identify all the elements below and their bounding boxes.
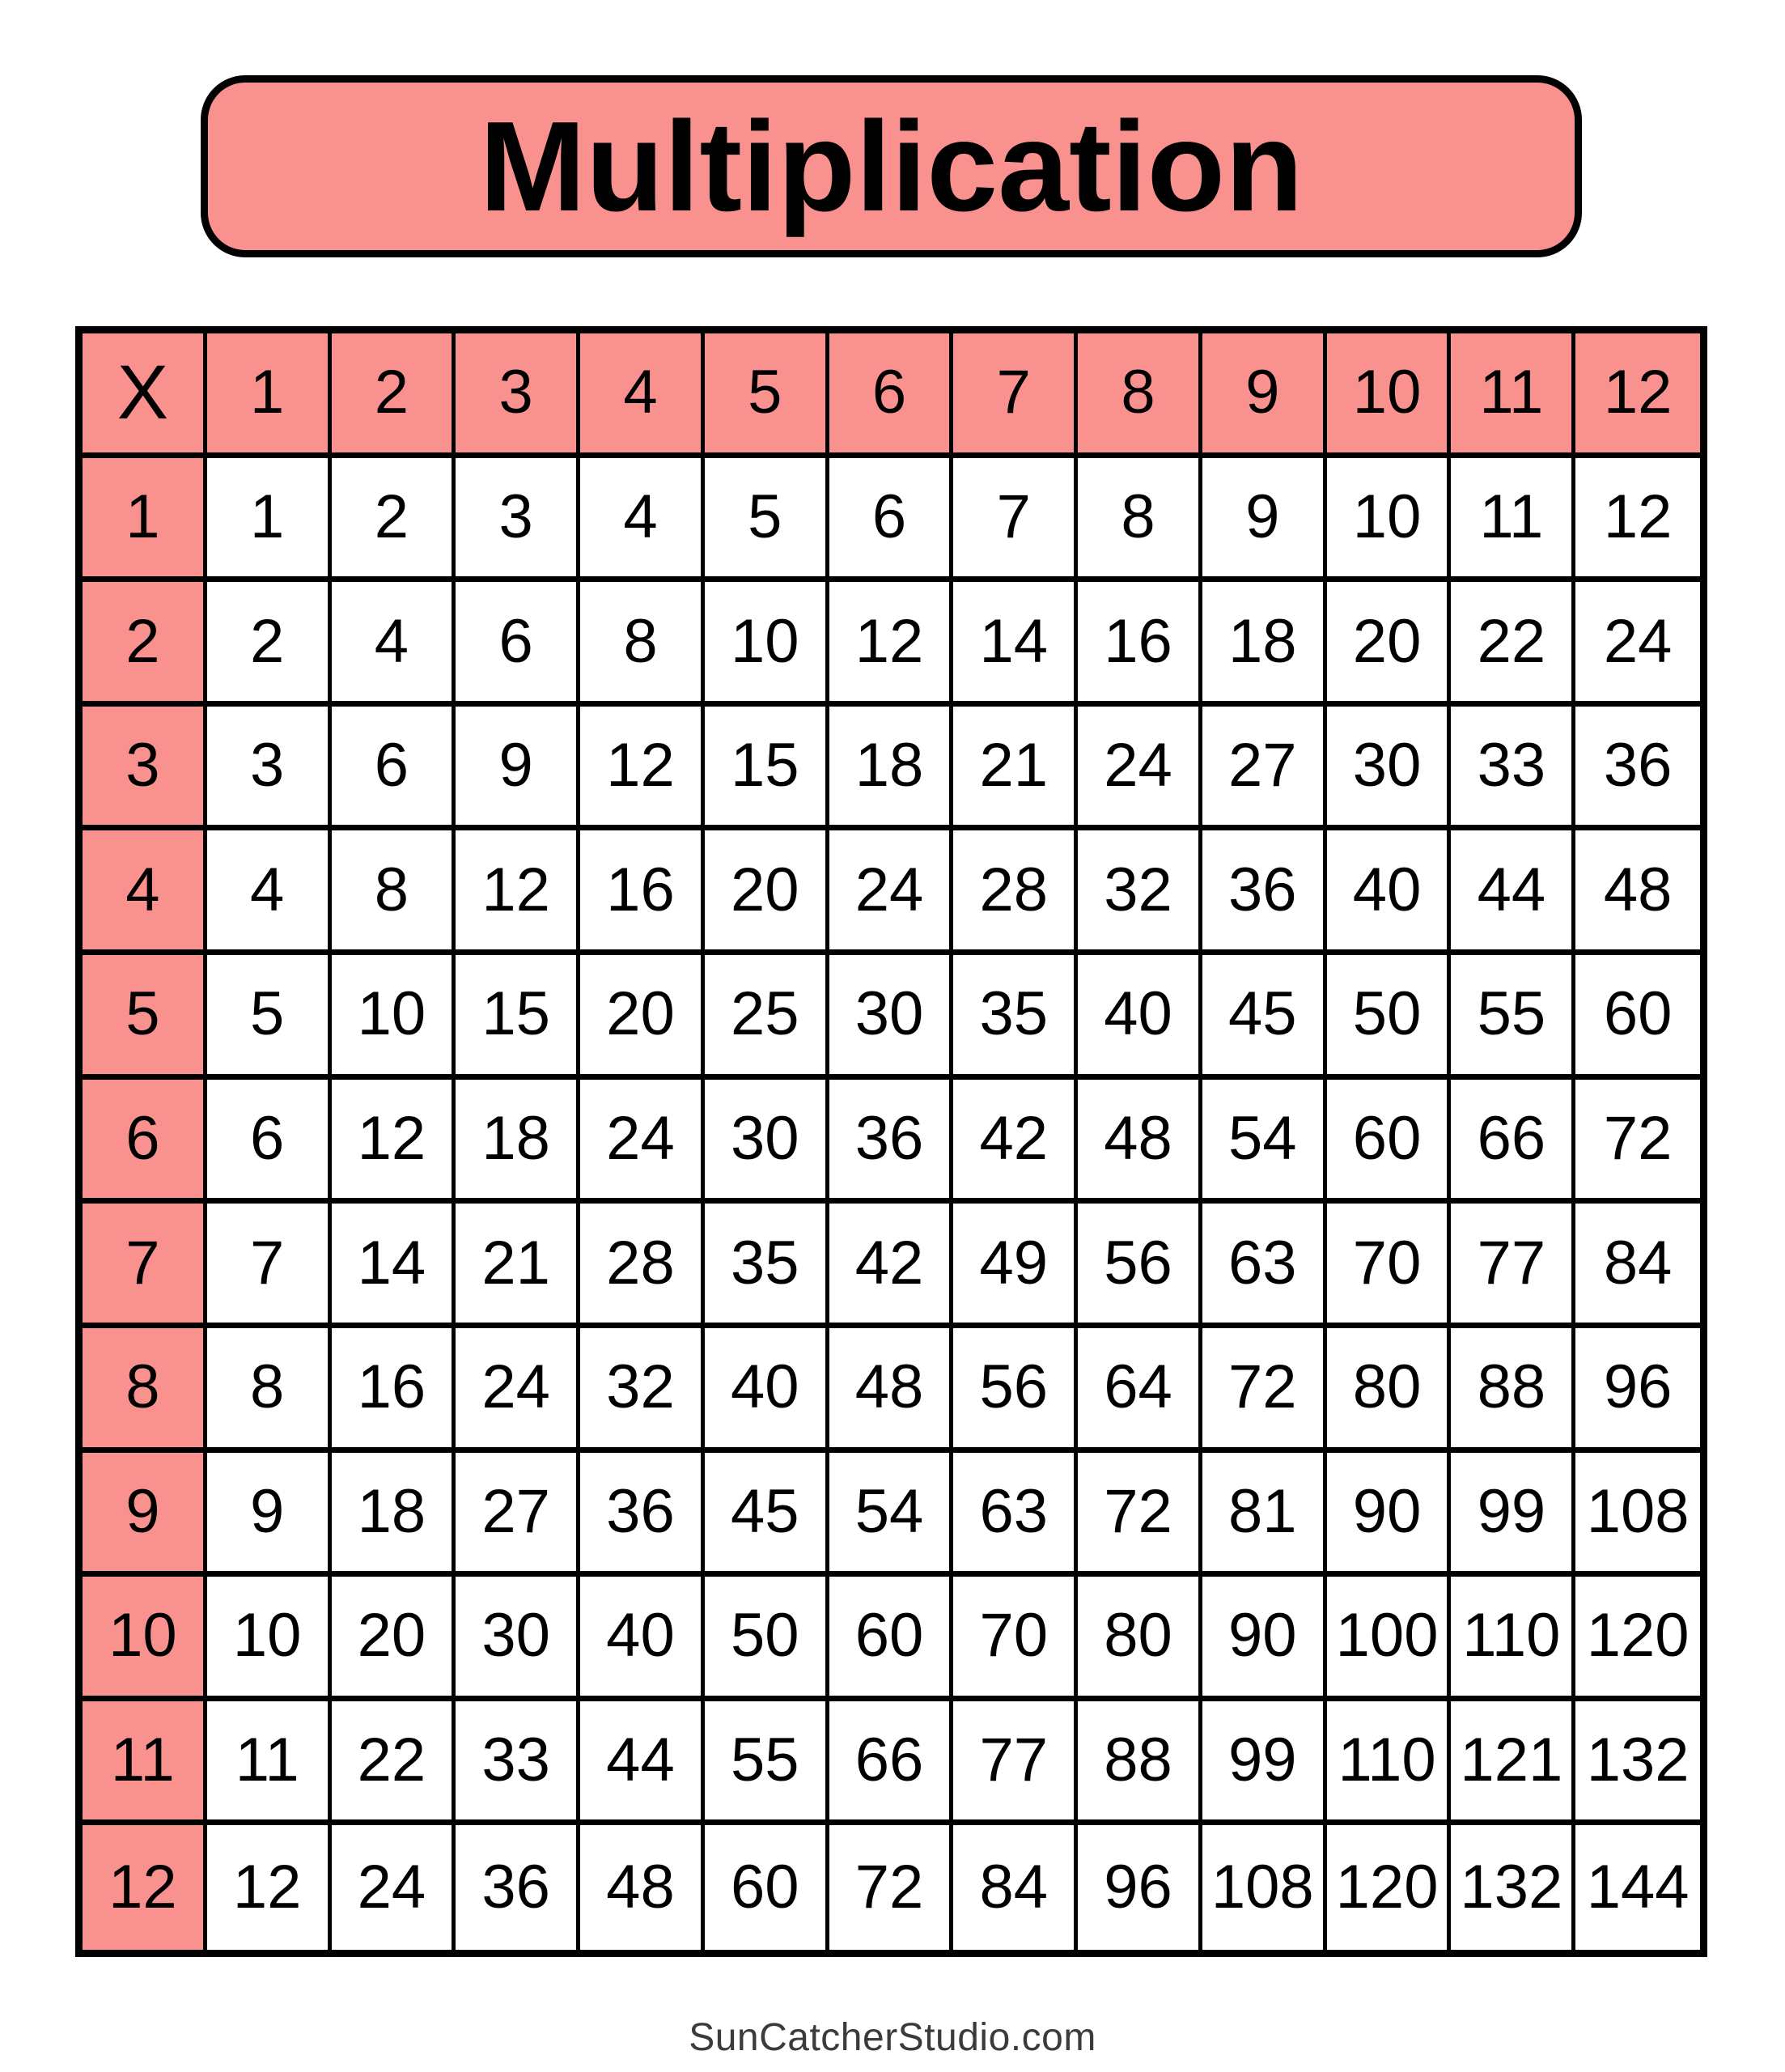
product-cell: 121 (1451, 1701, 1575, 1826)
product-cell: 30 (829, 955, 954, 1080)
column-header-cell: 8 (1078, 333, 1202, 458)
product-cell: 30 (1327, 707, 1452, 831)
product-cell: 60 (1575, 955, 1700, 1080)
product-cell: 30 (705, 1080, 829, 1204)
product-cell: 80 (1327, 1328, 1452, 1453)
product-cell: 50 (1327, 955, 1452, 1080)
column-header-cell: 11 (1451, 333, 1575, 458)
product-cell: 63 (1202, 1204, 1327, 1328)
product-cell: 1 (207, 458, 332, 583)
product-cell: 2 (332, 458, 456, 583)
product-cell: 11 (1451, 458, 1575, 583)
product-cell: 36 (580, 1453, 705, 1577)
product-cell: 84 (1575, 1204, 1700, 1328)
product-cell: 10 (1327, 458, 1452, 583)
footer-text: SunCatcherStudio.com (689, 2016, 1096, 2059)
product-cell: 56 (1078, 1204, 1202, 1328)
product-cell: 6 (207, 1080, 332, 1204)
product-cell: 64 (1078, 1328, 1202, 1453)
product-cell: 10 (207, 1577, 332, 1701)
product-cell: 70 (953, 1577, 1078, 1701)
product-cell: 110 (1327, 1701, 1452, 1826)
product-cell: 48 (580, 1825, 705, 1950)
product-cell: 42 (829, 1204, 954, 1328)
product-cell: 12 (456, 830, 580, 955)
column-header-cell: 7 (953, 333, 1078, 458)
product-cell: 2 (207, 582, 332, 707)
column-header-cell: 6 (829, 333, 954, 458)
product-cell: 8 (332, 830, 456, 955)
product-cell: 4 (580, 458, 705, 583)
product-cell: 6 (332, 707, 456, 831)
product-cell: 10 (332, 955, 456, 1080)
column-header-cell: 2 (332, 333, 456, 458)
product-cell: 70 (1327, 1204, 1452, 1328)
product-cell: 88 (1078, 1701, 1202, 1826)
row-header-cell: 7 (83, 1204, 207, 1328)
product-cell: 3 (207, 707, 332, 831)
product-cell: 7 (953, 458, 1078, 583)
product-cell: 132 (1451, 1825, 1575, 1950)
product-cell: 18 (1202, 582, 1327, 707)
row-header-cell: 8 (83, 1328, 207, 1453)
product-cell: 60 (705, 1825, 829, 1950)
product-cell: 12 (829, 582, 954, 707)
product-cell: 20 (705, 830, 829, 955)
product-cell: 77 (1451, 1204, 1575, 1328)
product-cell: 35 (705, 1204, 829, 1328)
product-cell: 9 (1202, 458, 1327, 583)
page-title: Multiplication (479, 95, 1304, 238)
product-cell: 3 (456, 458, 580, 583)
product-cell: 24 (1078, 707, 1202, 831)
row-header-cell: 10 (83, 1577, 207, 1701)
column-header-cell: 3 (456, 333, 580, 458)
product-cell: 99 (1451, 1453, 1575, 1577)
product-cell: 72 (1202, 1328, 1327, 1453)
product-cell: 72 (1078, 1453, 1202, 1577)
product-cell: 18 (829, 707, 954, 831)
product-cell: 11 (207, 1701, 332, 1826)
product-cell: 36 (1202, 830, 1327, 955)
title-banner (201, 75, 1582, 257)
product-cell: 88 (1451, 1328, 1575, 1453)
product-cell: 81 (1202, 1453, 1327, 1577)
product-cell: 15 (705, 707, 829, 831)
product-cell: 84 (953, 1825, 1078, 1950)
product-cell: 48 (829, 1328, 954, 1453)
row-header-cell: 4 (83, 830, 207, 955)
product-cell: 27 (1202, 707, 1327, 831)
product-cell: 90 (1202, 1577, 1327, 1701)
product-cell: 45 (1202, 955, 1327, 1080)
corner-cell: X (83, 333, 207, 458)
row-header-cell: 9 (83, 1453, 207, 1577)
product-cell: 48 (1575, 830, 1700, 955)
product-cell: 9 (456, 707, 580, 831)
product-cell: 40 (1078, 955, 1202, 1080)
product-cell: 6 (456, 582, 580, 707)
column-header-cell: 1 (207, 333, 332, 458)
product-cell: 54 (1202, 1080, 1327, 1204)
product-cell: 80 (1078, 1577, 1202, 1701)
product-cell: 12 (580, 707, 705, 831)
product-cell: 9 (207, 1453, 332, 1577)
product-cell: 16 (1078, 582, 1202, 707)
product-cell: 96 (1078, 1825, 1202, 1950)
product-cell: 100 (1327, 1577, 1452, 1701)
product-cell: 8 (1078, 458, 1202, 583)
column-header-cell: 9 (1202, 333, 1327, 458)
product-cell: 20 (580, 955, 705, 1080)
product-cell: 24 (456, 1328, 580, 1453)
product-cell: 32 (1078, 830, 1202, 955)
product-cell: 36 (829, 1080, 954, 1204)
footer (0, 2015, 1785, 2060)
product-cell: 4 (207, 830, 332, 955)
product-cell: 99 (1202, 1701, 1327, 1826)
product-cell: 120 (1575, 1577, 1700, 1701)
product-cell: 40 (705, 1328, 829, 1453)
product-cell: 90 (1327, 1453, 1452, 1577)
product-cell: 40 (580, 1577, 705, 1701)
product-cell: 72 (1575, 1080, 1700, 1204)
product-cell: 28 (580, 1204, 705, 1328)
product-cell: 16 (580, 830, 705, 955)
row-header-cell: 1 (83, 458, 207, 583)
product-cell: 24 (332, 1825, 456, 1950)
product-cell: 18 (456, 1080, 580, 1204)
product-cell: 108 (1575, 1453, 1700, 1577)
product-cell: 10 (705, 582, 829, 707)
product-cell: 20 (1327, 582, 1452, 707)
product-cell: 4 (332, 582, 456, 707)
product-cell: 7 (207, 1204, 332, 1328)
product-cell: 20 (332, 1577, 456, 1701)
product-cell: 8 (207, 1328, 332, 1453)
product-cell: 144 (1575, 1825, 1700, 1950)
row-header-cell: 2 (83, 582, 207, 707)
product-cell: 56 (953, 1328, 1078, 1453)
product-cell: 14 (332, 1204, 456, 1328)
column-header-cell: 4 (580, 333, 705, 458)
product-cell: 44 (580, 1701, 705, 1826)
product-cell: 49 (953, 1204, 1078, 1328)
product-cell: 28 (953, 830, 1078, 955)
product-cell: 5 (207, 955, 332, 1080)
product-cell: 25 (705, 955, 829, 1080)
product-cell: 45 (705, 1453, 829, 1577)
product-cell: 110 (1451, 1577, 1575, 1701)
product-cell: 108 (1202, 1825, 1327, 1950)
product-cell: 30 (456, 1577, 580, 1701)
product-cell: 60 (829, 1577, 954, 1701)
product-cell: 24 (829, 830, 954, 955)
product-cell: 12 (332, 1080, 456, 1204)
product-cell: 22 (332, 1701, 456, 1826)
product-cell: 66 (1451, 1080, 1575, 1204)
product-cell: 132 (1575, 1701, 1700, 1826)
column-header-cell: 10 (1327, 333, 1452, 458)
product-cell: 5 (705, 458, 829, 583)
product-cell: 48 (1078, 1080, 1202, 1204)
product-cell: 96 (1575, 1328, 1700, 1453)
product-cell: 120 (1327, 1825, 1452, 1950)
product-cell: 14 (953, 582, 1078, 707)
product-cell: 36 (456, 1825, 580, 1950)
multiplication-table (75, 326, 1707, 1957)
product-cell: 72 (829, 1825, 954, 1950)
product-cell: 24 (1575, 582, 1700, 707)
product-cell: 40 (1327, 830, 1452, 955)
product-cell: 32 (580, 1328, 705, 1453)
row-header-cell: 6 (83, 1080, 207, 1204)
column-header-cell: 12 (1575, 333, 1700, 458)
row-header-cell: 3 (83, 707, 207, 831)
product-cell: 24 (580, 1080, 705, 1204)
multiplication-grid (83, 333, 1700, 1950)
product-cell: 22 (1451, 582, 1575, 707)
product-cell: 35 (953, 955, 1078, 1080)
column-header-cell: 5 (705, 333, 829, 458)
product-cell: 21 (456, 1204, 580, 1328)
product-cell: 63 (953, 1453, 1078, 1577)
product-cell: 16 (332, 1328, 456, 1453)
product-cell: 8 (580, 582, 705, 707)
product-cell: 50 (705, 1577, 829, 1701)
product-cell: 44 (1451, 830, 1575, 955)
row-header-cell: 12 (83, 1825, 207, 1950)
product-cell: 33 (456, 1701, 580, 1826)
product-cell: 36 (1575, 707, 1700, 831)
product-cell: 12 (1575, 458, 1700, 583)
product-cell: 18 (332, 1453, 456, 1577)
product-cell: 15 (456, 955, 580, 1080)
row-header-cell: 11 (83, 1701, 207, 1826)
product-cell: 60 (1327, 1080, 1452, 1204)
product-cell: 54 (829, 1453, 954, 1577)
product-cell: 66 (829, 1701, 954, 1826)
product-cell: 55 (1451, 955, 1575, 1080)
product-cell: 42 (953, 1080, 1078, 1204)
product-cell: 55 (705, 1701, 829, 1826)
row-header-cell: 5 (83, 955, 207, 1080)
product-cell: 12 (207, 1825, 332, 1950)
product-cell: 27 (456, 1453, 580, 1577)
product-cell: 6 (829, 458, 954, 583)
product-cell: 77 (953, 1701, 1078, 1826)
product-cell: 33 (1451, 707, 1575, 831)
product-cell: 21 (953, 707, 1078, 831)
